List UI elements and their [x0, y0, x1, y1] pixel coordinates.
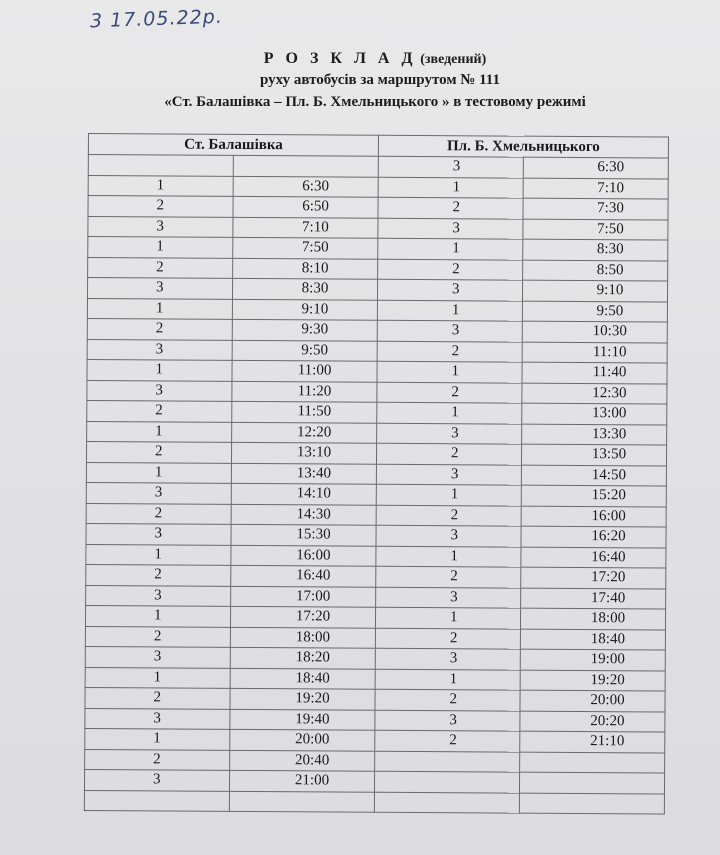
- left-bus-number: 2: [85, 626, 230, 647]
- right-departure-time: 8:50: [523, 260, 668, 281]
- left-bus-number: 2: [85, 749, 230, 770]
- left-departure-time: 18:00: [230, 627, 375, 648]
- right-departure-time: 16:20: [521, 526, 666, 547]
- left-departure-time: [229, 791, 374, 812]
- right-departure-time: 7:50: [523, 219, 668, 240]
- right-bus-number: 1: [376, 484, 521, 505]
- left-column-header: Ст. Балашівка: [88, 134, 378, 157]
- left-departure-time: 19:20: [230, 688, 375, 709]
- right-departure-time: 7:30: [523, 198, 668, 219]
- right-bus-number: 3: [376, 587, 521, 608]
- left-departure-time: 11:50: [232, 401, 377, 422]
- left-departure-time: 15:30: [231, 524, 376, 545]
- right-bus-number: [375, 751, 520, 772]
- right-bus-number: 3: [377, 320, 522, 341]
- right-departure-time: 18:40: [520, 629, 665, 650]
- right-bus-number: 2: [375, 689, 520, 710]
- right-departure-time: 13:30: [522, 424, 667, 445]
- left-departure-time: 11:20: [232, 381, 377, 402]
- right-departure-time: 17:40: [521, 588, 666, 609]
- right-bus-number: 3: [376, 525, 521, 546]
- left-departure-time: 8:30: [232, 278, 377, 299]
- right-departure-time: 12:30: [522, 383, 667, 404]
- left-departure-time: 16:40: [231, 565, 376, 586]
- right-departure-time: 20:00: [520, 690, 665, 711]
- title-line-3: «Ст. Балашівка – Пл. Б. Хмельницького » в тестовому режимі: [164, 94, 586, 110]
- right-departure-time: 20:20: [520, 711, 665, 732]
- right-departure-time: 13:00: [522, 403, 667, 424]
- right-departure-time: 10:30: [522, 321, 667, 342]
- left-bus-number: 3: [86, 523, 231, 544]
- right-bus-number: 2: [378, 197, 523, 218]
- right-bus-number: 1: [377, 402, 522, 423]
- left-departure-time: 19:40: [230, 709, 375, 730]
- right-bus-number: 3: [375, 710, 520, 731]
- left-departure-time: 9:30: [232, 319, 377, 340]
- left-departure-time: 18:20: [230, 647, 375, 668]
- left-bus-number: 3: [85, 708, 230, 729]
- right-bus-number: 1: [375, 607, 520, 628]
- right-bus-number: 3: [377, 279, 522, 300]
- left-bus-number: [88, 155, 233, 176]
- left-departure-time: 12:20: [232, 422, 377, 443]
- left-departure-time: 11:00: [232, 360, 377, 381]
- left-departure-time: 20:40: [230, 750, 375, 771]
- left-bus-number: 3: [88, 216, 233, 237]
- right-departure-time: [520, 752, 665, 773]
- left-bus-number: 1: [88, 175, 233, 196]
- left-departure-time: 9:10: [232, 299, 377, 320]
- right-bus-number: 2: [376, 566, 521, 587]
- handwritten-note: 3 17.05.22р.: [89, 5, 224, 33]
- title-word: Р О З К Л А Д: [263, 50, 417, 67]
- right-departure-time: 7:10: [523, 178, 668, 199]
- left-departure-time: 9:50: [232, 340, 377, 361]
- left-bus-number: 1: [88, 237, 233, 258]
- left-bus-number: 3: [85, 646, 230, 667]
- left-departure-time: 13:10: [231, 442, 376, 463]
- left-bus-number: 2: [88, 257, 233, 278]
- right-departure-time: 21:10: [520, 731, 665, 752]
- right-departure-time: 19:20: [520, 670, 665, 691]
- right-departure-time: [519, 772, 664, 793]
- schedule-body: [84, 155, 668, 815]
- right-bus-number: [374, 771, 519, 792]
- right-departure-time: 11:40: [522, 362, 667, 383]
- right-bus-number: 1: [377, 300, 522, 321]
- left-bus-number: 2: [86, 564, 231, 585]
- left-bus-number: 1: [87, 359, 232, 380]
- left-departure-time: 14:30: [231, 504, 376, 525]
- right-departure-time: 19:00: [520, 649, 665, 670]
- right-bus-number: 2: [375, 730, 520, 751]
- left-bus-number: 1: [85, 728, 230, 749]
- right-bus-number: 3: [378, 218, 523, 239]
- left-bus-number: 1: [87, 298, 232, 319]
- left-departure-time: 7:50: [233, 237, 378, 258]
- title-note: (зведений): [420, 52, 487, 67]
- left-bus-number: 1: [85, 667, 230, 688]
- left-bus-number: [84, 790, 229, 811]
- right-bus-number: 3: [376, 464, 521, 485]
- left-bus-number: 3: [87, 380, 232, 401]
- title-line-2: руху автобусів за маршрутом № 111: [260, 72, 500, 88]
- left-departure-time: 17:00: [231, 586, 376, 607]
- left-departure-time: 6:50: [233, 196, 378, 217]
- right-departure-time: 13:50: [521, 444, 666, 465]
- left-bus-number: 2: [85, 687, 230, 708]
- left-bus-number: 3: [86, 482, 231, 503]
- right-departure-time: 9:50: [522, 301, 667, 322]
- right-departure-time: 11:10: [522, 342, 667, 363]
- right-bus-number: 1: [376, 546, 521, 567]
- right-bus-number: 2: [376, 443, 521, 464]
- left-bus-number: 2: [88, 196, 233, 217]
- right-column-header: Пл. Б. Хмельницького: [378, 135, 668, 158]
- right-bus-number: 1: [377, 361, 522, 382]
- right-departure-time: 16:40: [521, 547, 666, 568]
- left-bus-number: 1: [87, 421, 232, 442]
- left-departure-time: [233, 155, 378, 176]
- right-departure-time: 9:10: [522, 280, 667, 301]
- right-departure-time: 15:20: [521, 485, 666, 506]
- right-bus-number: 3: [378, 156, 523, 177]
- left-departure-time: 20:00: [230, 729, 375, 750]
- left-bus-number: 2: [87, 318, 232, 339]
- right-bus-number: 3: [375, 648, 520, 669]
- left-departure-time: 13:40: [231, 463, 376, 484]
- left-departure-time: 17:20: [230, 606, 375, 627]
- right-bus-number: 2: [377, 382, 522, 403]
- left-bus-number: 3: [84, 769, 229, 790]
- left-bus-number: 2: [87, 400, 232, 421]
- left-departure-time: 18:40: [230, 668, 375, 689]
- left-departure-time: 6:30: [233, 176, 378, 197]
- left-departure-time: 21:00: [229, 770, 374, 791]
- left-bus-number: 3: [87, 278, 232, 299]
- title-line-1: [0, 50, 720, 68]
- left-departure-time: 7:10: [233, 217, 378, 238]
- right-bus-number: 2: [377, 341, 522, 362]
- right-bus-number: 3: [377, 423, 522, 444]
- right-bus-number: 1: [378, 177, 523, 198]
- right-bus-number: 1: [375, 669, 520, 690]
- left-bus-number: 1: [85, 605, 230, 626]
- schedule-table: [84, 133, 669, 815]
- right-bus-number: 2: [378, 259, 523, 280]
- right-bus-number: 2: [376, 505, 521, 526]
- right-departure-time: 18:00: [520, 608, 665, 629]
- left-bus-number: 2: [86, 503, 231, 524]
- right-bus-number: 2: [375, 628, 520, 649]
- right-bus-number: [374, 792, 519, 813]
- table-row: [84, 790, 664, 814]
- right-departure-time: [519, 793, 664, 814]
- right-departure-time: 8:30: [523, 239, 668, 260]
- left-bus-number: 2: [86, 441, 231, 462]
- left-departure-time: 8:10: [233, 258, 378, 279]
- right-bus-number: 1: [378, 238, 523, 259]
- left-bus-number: 1: [86, 462, 231, 483]
- left-departure-time: 14:10: [231, 483, 376, 504]
- left-bus-number: 3: [86, 585, 231, 606]
- left-bus-number: 1: [86, 544, 231, 565]
- right-departure-time: 6:30: [523, 157, 668, 178]
- right-departure-time: 16:00: [521, 506, 666, 527]
- left-departure-time: 16:00: [231, 545, 376, 566]
- right-departure-time: 14:50: [521, 465, 666, 486]
- left-bus-number: 3: [87, 339, 232, 360]
- right-departure-time: 17:20: [521, 567, 666, 588]
